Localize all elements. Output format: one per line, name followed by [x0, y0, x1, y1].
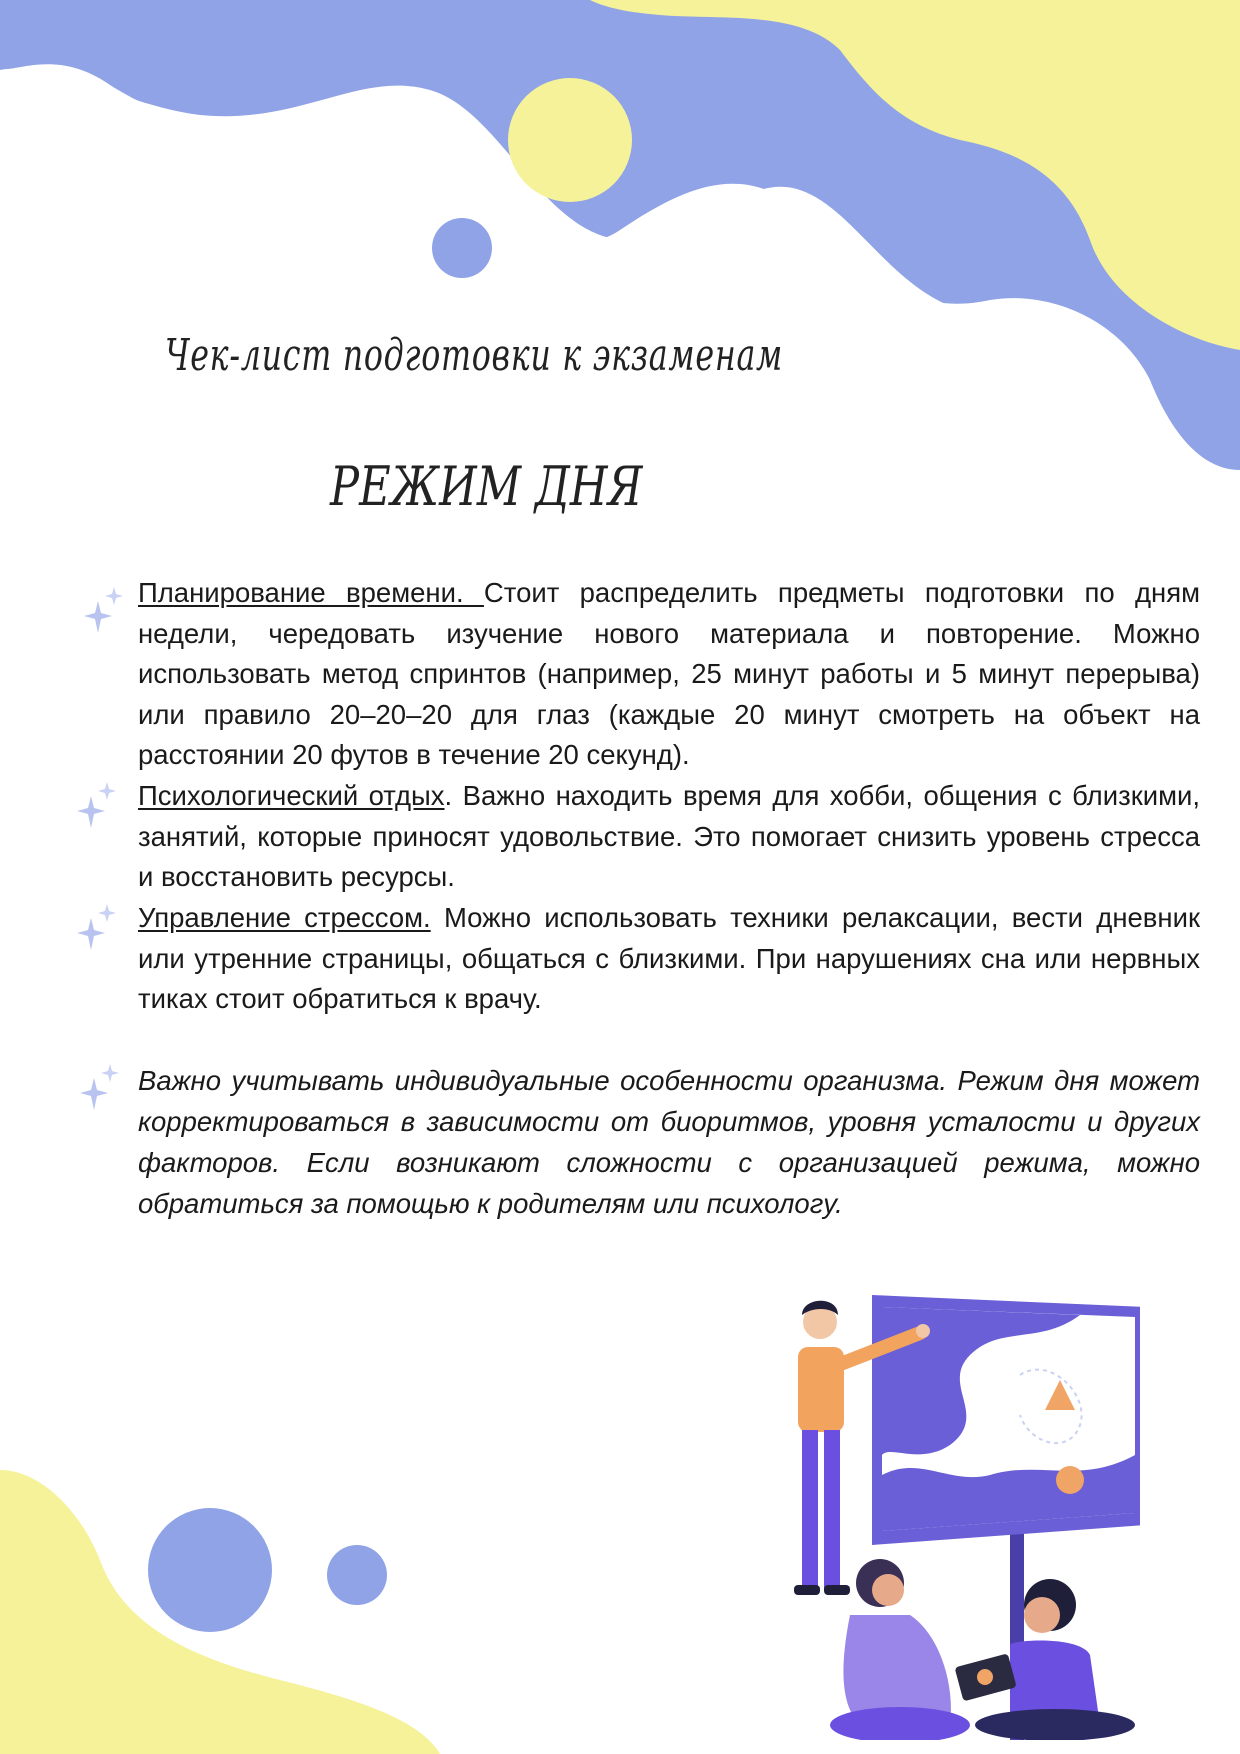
sparkle-icon: [78, 1062, 122, 1112]
page-title: Чек-лист подготовки к экзаменам: [165, 330, 784, 381]
item-text: Можно использовать техники релаксации, вести дневник или утренние страницы, общаться с близкими. При нарушениях сна или нервных тиках стоит обратиться к врачу.: [138, 902, 1200, 1014]
item-lead: Планирование времени.: [138, 577, 484, 608]
item-lead: Управление стрессом.: [138, 902, 431, 933]
item-text: . Важно находить время для хобби, общения с близкими, занятий, которые приносят удовольствие. Это помогает снизить уровень стресса и восстановить ресурсы.: [138, 780, 1200, 892]
page-subtitle: РЕЖИМ ДНЯ: [330, 455, 643, 518]
item-text: Стоит распределить предметы подготовки по дням недели, чередовать изучение нового материала и повторение. Можно использовать метод спринтов (например, 25 минут работы и 5 минут перерыва) или правило 20–20–20 для глаз (каждые 20 минут смотреть на объект на расстоянии 20 футов в течение 20 секунд).: [138, 577, 1201, 770]
people-at-board-illustration: [780, 1285, 1140, 1740]
sparkle-icon: [75, 902, 119, 952]
closing-note: Важно учитывать индивидуальные особенности организма. Режим дня может корректироваться в зависимости от биоритмов, уровня усталости и других факторов. Если возникают сложности с организацией режима, можно обратиться за помощью к родителям или психологу.: [138, 1065, 1200, 1219]
item-time-planning: [138, 573, 1200, 776]
sparkle-icon: [75, 780, 119, 830]
item-stress-management: [138, 898, 1200, 1020]
item-psychological-rest: [138, 776, 1200, 898]
sparkle-icon: [82, 585, 126, 635]
item-lead: Психологический отдых: [138, 780, 445, 811]
